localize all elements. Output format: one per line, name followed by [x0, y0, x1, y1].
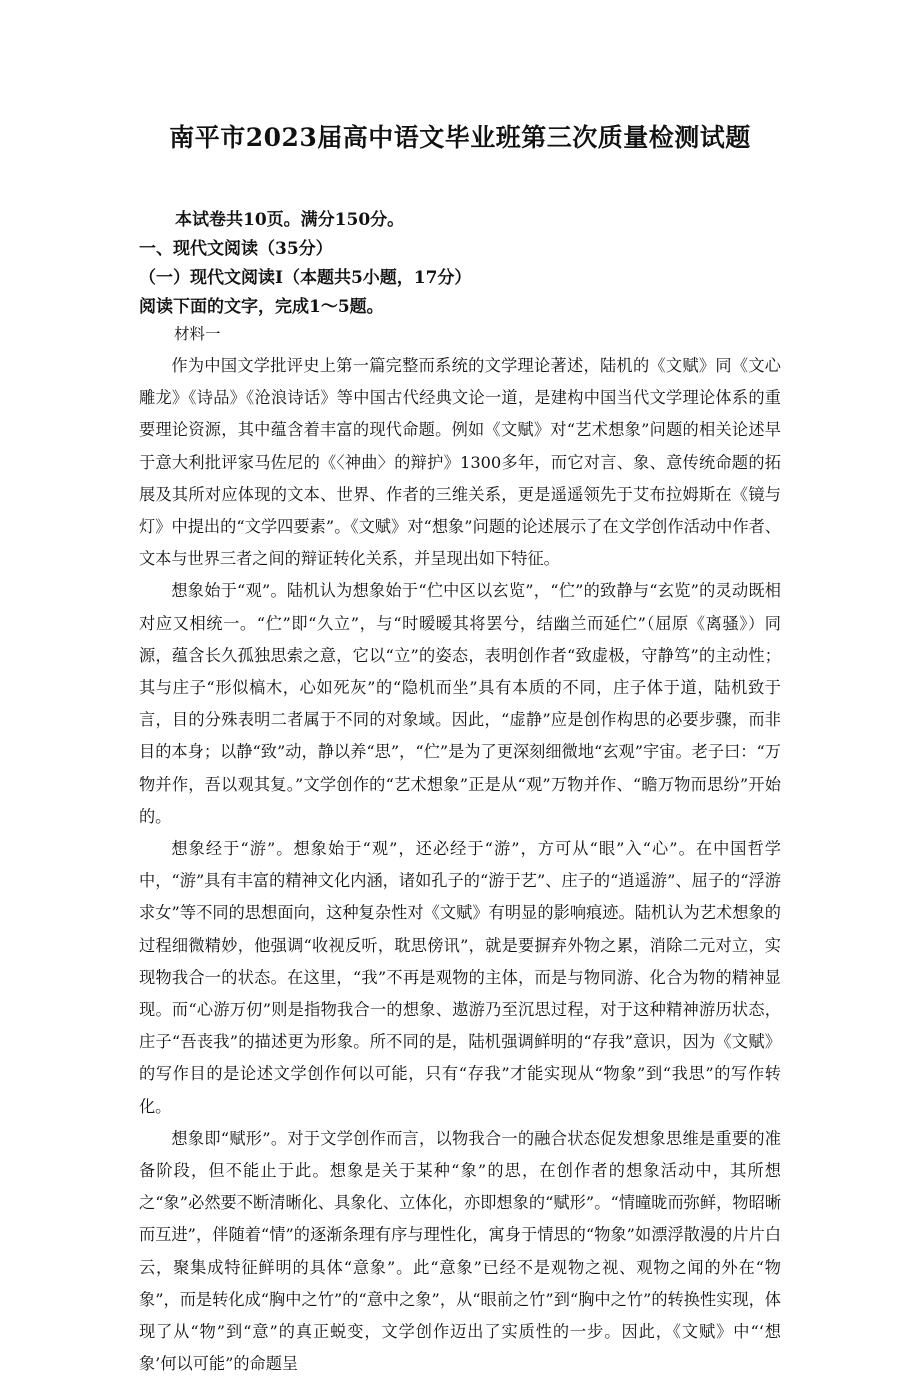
subsection-heading: （一）现代文阅读Ⅰ（本题共5小题，17分） [139, 268, 472, 288]
material-label: 材料一 [174, 325, 221, 343]
exam-info-line: 本试卷共10页。满分150分。 [175, 210, 405, 230]
paragraph: 作为中国文学批评史上第一篇完整而系统的文学理论著述，陆机的《文赋》同《文心雕龙》《诗品》《沧浪诗话》等中国古代经典文论一道，是建构中国当代文学理论体系的重要理论资源，其中蕴含着丰富的现代命题。例如《文赋》对“艺术想象”问题的相关论述早于意大利批评家马佐尼的《〈神曲〉的辩护》1300多年，而它对言、象、意传统命题的拓展及其所对应体现的文本、世界、作者的三维关系，更是遥遥领先于艾布拉姆斯在《镜与灯》中提出的“文学四要素”。《文赋》对“想象”问题的论述展示了在文学创作活动中作者、文本与世界三者之间的辩证转化关系，并呈现出如下特征。 [139, 356, 781, 569]
reading-instruction: 阅读下面的文字，完成1～5题。 [139, 297, 384, 317]
paragraph: 想象即“赋形”。对于文学创作而言，以物我合一的融合状态促发想象思维是重要的准备阶段，但不能止于此。想象是关于某种“象”的思，在创作者的想象活动中，其所想之“象”必然要不断清晰化、具象化、立体化，亦即想象的“赋形”。“情曈昽而弥鲜，物昭晰而互进”，伴随着“情”的逐渐条理有序与理性化，寓身于情思的“物象”如漂浮散漫的片片白云，聚集成特征鲜明的具体“意象”。此“意象”已经不是观物之视、观物之闻的外在“物象”，而是转化成“胸中之竹”的“意中之象”，从“眼前之竹”到“胸中之竹”的转换性实现，体现了从“物”到“意”的真正蜕变，文学创作迈出了实质性的一步。因此，《文赋》中“‘想象’何以可能”的命题呈 [139, 1128, 781, 1374]
section-heading: 一、现代文阅读（35分） [139, 239, 333, 259]
exam-info [139, 206, 799, 235]
paragraph: 想象经于“游”。想象始于“观”，还必经于“游”，方可从“眼”入“心”。在中国哲学中，“游”具有丰富的精神文化内涵，诸如孔子的“游于艺”、庄子的“逍遥游”、屈子的“浮游求女”等不同的思想面向，这种复杂性对《文赋》有明显的影响痕迹。陆机认为艺术想象的过程细微精妙，他强调“收视反听，耽思傍讯”，就是要摒弃外物之累，消除二元对立，实现物我合一的状态。在这里，“我”不再是观物的主体，而是与物同游、化合为物的精神显现。而“心游万仞”则是指物我合一的想象、遨游乃至沉思过程，对于这种精神游历状态，庄子“吾丧我”的描述更为形象。所不同的是，陆机强调鲜明的“存我”意识，因为《文赋》的写作目的是论述文学创作何以可能，只有“存我”才能实现从“物象”到“我思”的写作转化。 [139, 839, 781, 1116]
exam-title: 南平市2023届高中语文毕业班第三次质量检测试题 [169, 123, 751, 152]
passage-body [139, 350, 781, 1381]
paragraph: 想象始于“观”。陆机认为想象始于“伫中区以玄览”，“伫”的致静与“玄览”的灵动既相对应又相统一。“伫”即“久立”，与“时暧暧其将罢兮，结幽兰而延伫”（屈原《离骚》）同源，蕴含长久孤独思索之意，它以“立”的姿态，表明创作者“致虚极，守静笃”的主动性；其与庄子“形似槁木，心如死灰”的“隐机而坐”具有本质的不同，庄子体于道，陆机致于言，目的分殊表明二者属于不同的对象域。因此，“虚静”应是创作构思的必要步骤，而非目的本身；以静“致”动，静以养“思”，“伫”是为了更深刻细微地“玄观”宇宙。老子曰：“万物并作，吾以观其复。”文学创作的“艺术想象”正是从“观”万物并作、“瞻万物而思纷”开始的。 [139, 581, 781, 826]
